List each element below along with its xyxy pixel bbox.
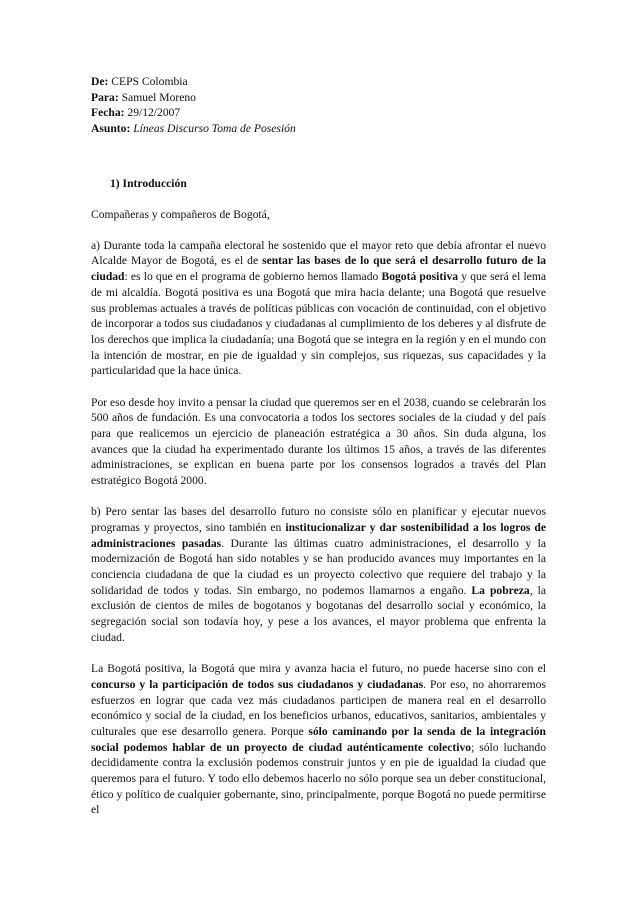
- memo-to: Para: Samuel Moreno: [91, 90, 196, 104]
- memo-subject: Asunto: Líneas Discurso Toma de Posesión: [91, 122, 296, 136]
- greeting: Compañeras y compañeros de Bogotá,: [91, 207, 270, 221]
- paragraph-2: Por eso desde hoy invito a pensar la ciudad que queremos ser en el 2038, cuando se celebrarán los 500 años de fundación. Es una convocatoria a todos los sectores sociales de la ciudad y del país para que realicemos un ejercicio de planeación estratégica a 30 años. Sin duda alguna, los avances que la ciudad ha experimentado durante los últimos 15 años, a través de las diferentes administraciones, se explican en buena parte por los consensos logrados a través del Plan estratégico Bogotá 2000.: [91, 395, 546, 488]
- document-page: [91, 74, 546, 818]
- paragraph-3: b) Pero sentar las bases del desarrollo futuro no consiste sólo en planificar y ejecutar nuevos programas y proyectos, sino también en institucionalizar y dar sostenibilidad a los logros de administraciones pasadas. Durante las últimas cuatro administraciones, el desarrollo y la modernización de Bogotá han sido notables y se han producido avances muy importantes en la conciencia ciudadana de que la ciudad es un proyecto colectivo que requiere del trabajo y la solidaridad de todos y todas. Sin embargo, no podemos llamarnos a engaño. La pobreza, la exclusión de cientos de miles de bogotanos y bogotanas del desarrollo social y económico, la segregación social son todavía hoy, y pese a los avances, el mayor problema que enfrenta la ciudad.: [91, 505, 546, 644]
- memo-header: [91, 74, 546, 137]
- memo-date: Fecha: 29/12/2007: [91, 106, 181, 120]
- paragraph-4: La Bogotá positiva, la Bogotá que mira y avanza hacia el futuro, no puede hacerse sino con el concurso y la participación de todos sus ciudadanos y ciudadanas. Por eso, no ahorraremos esfuerzos en lograr que cada vez más ciudadanos participen de manera real en el desarrollo económico y social de la ciudad, en los beneficios urbanos, educativos, sanitarios, ambientales y culturales que ese desarrollo genera. Porque sólo caminando por la senda de la integración social podemos hablar de un proyecto de ciudad auténticamente colectivo; sólo luchando decididamente contra la exclusión podemos construir juntos y en pie de igualdad la ciudad que queremos para el futuro. Y todo ello debemos hacerlo no sólo porque sea un deber constitucional, ético y político de cualquier gobernante, sino, principalmente, porque Bogotá no puede permitirse el: [91, 662, 546, 817]
- section-heading: 1) Introducción: [110, 176, 187, 190]
- paragraph-1: a) Durante toda la campaña electoral he sostenido que el mayor reto que debía afrontar el nuevo Alcalde Mayor de Bogotá, es el de sentar las bases de lo que será el desarrollo futuro de la ciudad: es lo que en el programa de gobierno hemos llamado Bogotá positiva y que será el lema de mi alcaldía. Bogotá positiva es una Bogotá que mira hacia delante; una Bogotá que resuelve sus problemas actuales a través de políticas públicas con vocación de continuidad, con el objetivo de incorporar a todos sus ciudadanos y ciudadanas al cumplimiento de los deberes y al disfrute de los derechos que implica la ciudadanía; una Bogotá que se integra en la región y en el mundo con la intención de mostrar, en pie de igualdad y sin complejos, sus riquezas, sus capacidades y la particularidad que la hace única.: [91, 238, 546, 378]
- memo-from: De: CEPS Colombia: [91, 75, 188, 88]
